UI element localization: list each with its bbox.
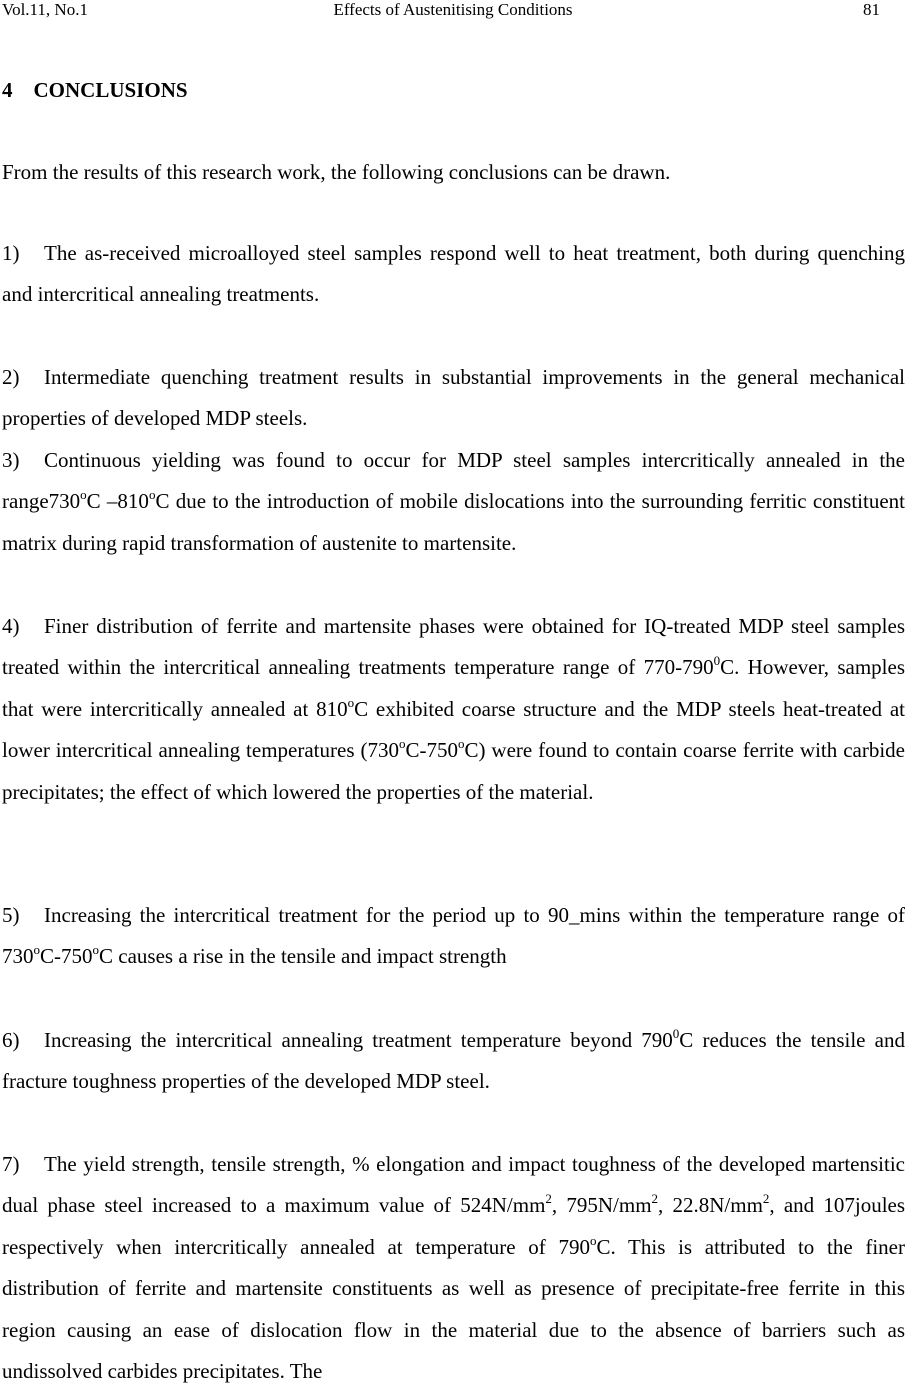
conclusion-number: 1) (2, 241, 20, 265)
conclusion-number: 6) (2, 1028, 20, 1052)
conclusion-text: The as-received microalloyed steel samples respond well to heat treatment, both during quenching and intercritical annealing treatments. (2, 241, 905, 307)
conclusion-number: 7) (2, 1152, 20, 1176)
running-header (0, 0, 906, 22)
conclusion-text: Increasing the intercritical treatment for the period up to 90_mins within the temperature range of 730$^o$C-750$^o$C causes a rise in the tensile and impact strength (2, 903, 905, 969)
conclusion-5 (2, 895, 905, 978)
conclusion-text: Intermediate quenching treatment results in substantial improvements in the general mechanical properties of developed MDP steels. (2, 365, 905, 431)
conclusion-number: 5) (2, 903, 20, 927)
running-title: Effects of Austenitising Conditions (333, 0, 573, 19)
conclusion-7 (2, 1144, 905, 1392)
section-heading (2, 76, 188, 104)
intro-paragraph: From the results of this research work, the following conclusions can be drawn. (2, 160, 671, 184)
conclusion-6 (2, 1020, 905, 1103)
conclusion-number: 2) (2, 365, 20, 389)
conclusion-text: The yield strength, tensile strength, % elongation and impact toughness of the developed martensitic dual phase steel increased to a maximum value of $524N/mm^2$, $795N/mm^2$, $22.8N/mm^2$, and 107joules respectively when intercritically annealed at temperature of 790$^o$C. This is attributed to the finer distribution of ferrite and martensite constituents as well as presence of precipitate-free ferrite in this region causing an ease of dislocation flow in the material due to the absence of barriers such as undissolved carbides precipitates. The (2, 1152, 906, 1384)
conclusion-text: Continuous yielding was found to occur for MDP steel samples intercritically annealed in the range730$^o$C –810$^o$C due to the introduction of mobile dislocations into the surrounding ferritic constituent matrix during rapid transformation of austenite to martensite. (2, 448, 905, 555)
conclusion-text: Finer distribution of ferrite and martensite phases were obtained for IQ-treated MDP steel samples treated within the intercritical annealing treatments temperature range of $770-790^0C$. However, samples that were intercritically annealed at 810$^o$C exhibited coarse structure and the MDP steels heat-treated at lower intercritical annealing temperatures (730$^o$C-750$^o$C) were found to contain coarse ferrite with carbide precipitates; the effect of which lowered the properties of the material. (2, 614, 905, 804)
conclusion-3 (2, 440, 905, 564)
conclusion-number: 4) (2, 614, 20, 638)
conclusion-text: Increasing the intercritical annealing treatment temperature beyond $790^0C$ reduces the tensile and fracture toughness properties of the developed MDP steel. (2, 1026, 905, 1094)
conclusion-1 (2, 233, 905, 316)
journal-volume: Vol.11, No.1 (2, 0, 88, 19)
conclusion-number: 3) (2, 448, 20, 472)
conclusion-2 (2, 357, 905, 440)
section-number: 4 (2, 78, 13, 102)
page-number: 81 (863, 0, 880, 19)
conclusion-4 (2, 606, 905, 813)
section-title: CONCLUSIONS (33, 78, 188, 102)
